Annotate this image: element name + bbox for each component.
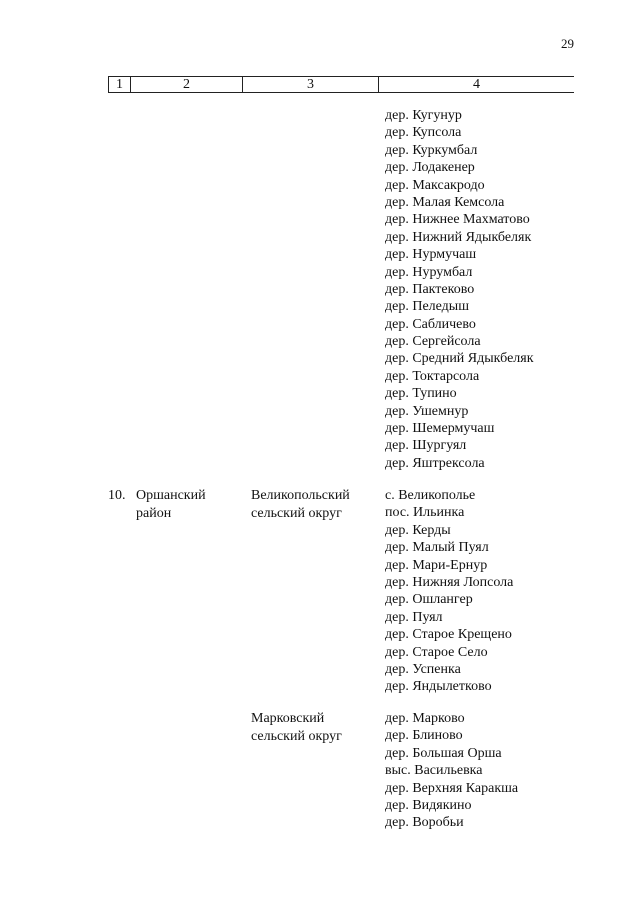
district-name: Оршанский район (136, 488, 206, 521)
village-item: дер. Керды (385, 522, 451, 538)
village-item: дер. Пеледыш (385, 299, 469, 315)
village-item: дер. Мари-Ернур (385, 557, 488, 573)
village-item: дер. Пуял (385, 609, 443, 625)
village-item: дер. Токтарсола (385, 368, 480, 384)
okrug-markovsky-village-list (385, 710, 518, 832)
village-item: дер. Шемермучаш (385, 421, 495, 437)
village-item: дер. Куркумбал (385, 142, 478, 158)
header-col-2: 2 (130, 77, 242, 92)
village-item: дер. Яндылетково (385, 679, 492, 695)
village-item: дер. Кугунур (385, 108, 462, 123)
village-item: с. Великополье (385, 488, 476, 503)
village-item: дер. Малая Кемсола (385, 194, 505, 210)
village-item: дер. Марково (385, 711, 465, 726)
village-item: дер. Старое Крещено (385, 627, 512, 643)
village-item: дер. Воробьи (385, 815, 464, 831)
village-item: выс. Васильевка (385, 763, 483, 779)
village-item: дер. Пактеково (385, 281, 475, 297)
village-item: дер. Шургуял (385, 438, 467, 454)
okrug-name-markovsky: Марковский сельский округ (251, 711, 342, 744)
village-item: пос. Ильинка (385, 505, 465, 521)
village-item: дер. Лодакенер (385, 160, 475, 176)
village-item: дер. Видякино (385, 797, 472, 813)
village-item: дер. Ушемнур (385, 403, 469, 419)
district-number: 10. (108, 488, 126, 503)
village-item: дер. Яштрексола (385, 455, 485, 471)
village-item: дер. Нурумбал (385, 264, 473, 280)
village-item: дер. Максакродо (385, 177, 485, 193)
table-header-row (108, 76, 574, 93)
village-item: дер. Нижняя Лопсола (385, 574, 514, 590)
village-item: дер. Сергейсола (385, 334, 481, 350)
village-item: дер. Верхняя Каракша (385, 780, 519, 796)
village-item: дер. Средний Ядыкбеляк (385, 351, 534, 367)
village-item: дер. Нурмучаш (385, 247, 477, 263)
continuation-village-list (385, 107, 534, 472)
okrug-name-velikopolsky: Великопольский сельский округ (251, 488, 350, 521)
village-item: дер. Ошлангер (385, 592, 473, 608)
village-item: дер. Блиново (385, 728, 463, 744)
village-item: дер. Малый Пуял (385, 540, 489, 556)
okrug-velikopolsky-village-list (385, 487, 513, 696)
header-col-4: 4 (378, 77, 574, 92)
village-item: дер. Старое Село (385, 644, 488, 660)
village-item: дер. Купсола (385, 125, 462, 141)
village-item: дер. Большая Орша (385, 745, 502, 761)
page-number: 29 (561, 36, 574, 51)
village-item: дер. Тупино (385, 386, 457, 402)
village-item: дер. Нижний Ядыкбеляк (385, 229, 532, 245)
header-col-3: 3 (242, 77, 378, 92)
village-item: дер. Нижнее Махматово (385, 212, 530, 228)
village-item: дер. Сабличево (385, 316, 476, 332)
village-item: дер. Успенка (385, 661, 461, 677)
header-col-1: 1 (108, 77, 130, 92)
